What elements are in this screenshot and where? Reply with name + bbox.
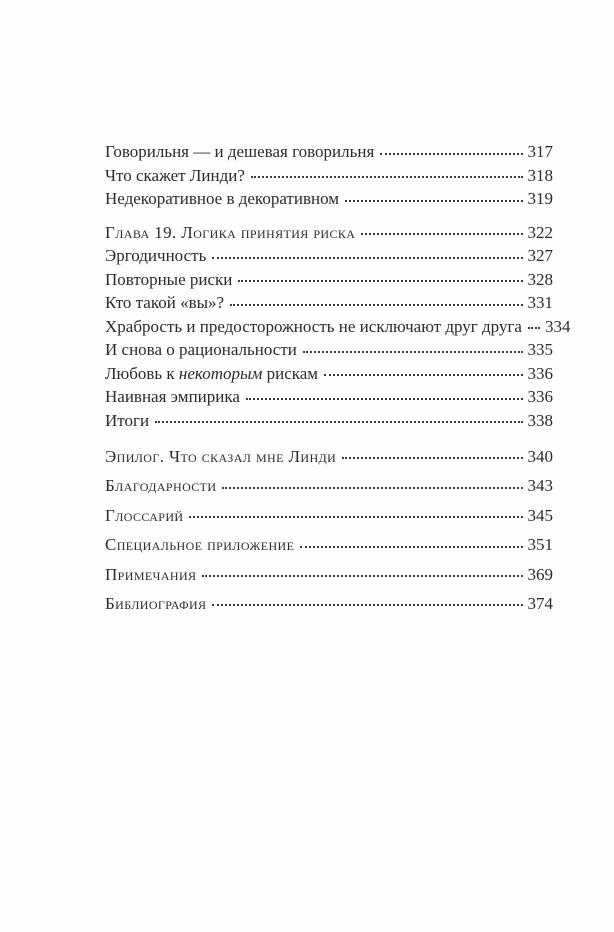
dot-leader xyxy=(230,304,522,306)
dot-leader xyxy=(528,327,540,329)
dot-leader xyxy=(300,546,522,548)
toc-entry-label: Итоги xyxy=(105,410,150,430)
toc-entry-page: 319 xyxy=(527,189,553,208)
toc-entry xyxy=(105,187,553,211)
toc-entry-label-italic-part: некоторым xyxy=(178,363,263,383)
toc-entry-label: Недекоративное в декоративном xyxy=(105,189,340,208)
toc-entry-notes xyxy=(105,560,553,589)
dot-leader xyxy=(189,516,522,518)
toc-entry-label: Глоссарий xyxy=(105,505,184,525)
toc-entry xyxy=(105,268,553,292)
toc-entry-glossary xyxy=(105,501,553,530)
dot-leader xyxy=(238,280,522,282)
dot-leader xyxy=(380,153,522,155)
dot-leader xyxy=(342,457,522,459)
toc-group-chapter18-subsections xyxy=(105,140,553,211)
toc-entry-label xyxy=(105,362,318,386)
toc-entry-label: Говорильня — и дешевая говорильня xyxy=(105,142,375,161)
toc-entry-label: Глава 19. Логика принятия риска xyxy=(105,222,356,242)
toc-entry xyxy=(105,140,553,164)
toc-entry-page: 369 xyxy=(527,564,553,584)
toc-group-back-matter xyxy=(105,442,553,618)
toc-entry-page: 345 xyxy=(527,505,553,525)
toc-entry-special-appendix xyxy=(105,530,553,559)
toc-group-chapter19 xyxy=(105,221,571,433)
dot-leader xyxy=(251,176,523,178)
toc-entry-page: 343 xyxy=(527,476,553,496)
toc-entry-page: 334 xyxy=(544,316,571,336)
toc-entry-epilogue xyxy=(105,442,553,471)
toc-entry xyxy=(105,291,553,315)
dot-leader xyxy=(212,604,522,606)
toc-entry-page: 322 xyxy=(527,222,553,242)
toc-entry-chapter xyxy=(105,221,553,245)
toc-entry-page: 336 xyxy=(527,387,553,406)
toc-entry-page: 340 xyxy=(527,447,553,466)
toc-entry xyxy=(105,385,553,409)
toc-entry-page: 335 xyxy=(527,340,553,359)
toc-entry xyxy=(105,362,553,386)
toc-entry-label: Эргодичность xyxy=(105,246,207,265)
toc-entry-label: Специальное приложение xyxy=(105,535,295,555)
dot-leader xyxy=(361,233,522,235)
toc-entry-label: Эпилог. Что сказал мне Линди xyxy=(105,447,337,466)
dot-leader xyxy=(345,200,522,202)
dot-leader xyxy=(222,487,522,489)
toc-entry-page: 351 xyxy=(527,535,553,555)
toc-entry-page: 327 xyxy=(527,246,553,265)
dot-leader xyxy=(212,257,522,259)
dot-leader xyxy=(303,351,523,353)
toc-entry-page: 374 xyxy=(527,594,553,614)
toc-entry-bibliography xyxy=(105,589,553,618)
dot-leader xyxy=(324,374,522,376)
toc-entry xyxy=(105,244,553,268)
toc-entry xyxy=(105,409,553,433)
toc-entry-label: Повторные риски xyxy=(105,269,233,289)
toc-entry-page: 338 xyxy=(527,410,553,430)
toc-entry-label: Что скажет Линди? xyxy=(105,165,245,185)
toc-entry-page: 328 xyxy=(527,269,553,289)
dot-leader xyxy=(246,398,523,400)
toc-entry-label: Кто такой «вы»? xyxy=(105,293,225,312)
toc-entry-label: И снова о рациональности xyxy=(105,340,297,359)
toc-entry-acknowledgements xyxy=(105,471,553,500)
toc-entry xyxy=(105,338,553,362)
toc-entry-label-part: рискам xyxy=(262,363,319,383)
dot-leader xyxy=(155,421,522,423)
toc-entry xyxy=(105,164,553,188)
toc-entry-page: 336 xyxy=(527,363,553,383)
toc-entry-label: Храбрость и предосторожность не исключают друг друга xyxy=(105,316,522,336)
toc-entry-label: Примечания xyxy=(105,564,197,584)
toc-entry-label: Благодарности xyxy=(105,476,217,496)
toc-entry-page: 318 xyxy=(527,165,553,185)
dot-leader xyxy=(202,575,522,577)
toc-entry-label: Библиография xyxy=(105,594,207,614)
toc-entry-label-part: Любовь к xyxy=(105,363,179,383)
toc-entry-page: 317 xyxy=(527,142,553,161)
toc-entry-page: 331 xyxy=(527,293,553,312)
toc-entry-label: Наивная эмпирика xyxy=(105,387,240,406)
toc-entry xyxy=(105,315,571,339)
